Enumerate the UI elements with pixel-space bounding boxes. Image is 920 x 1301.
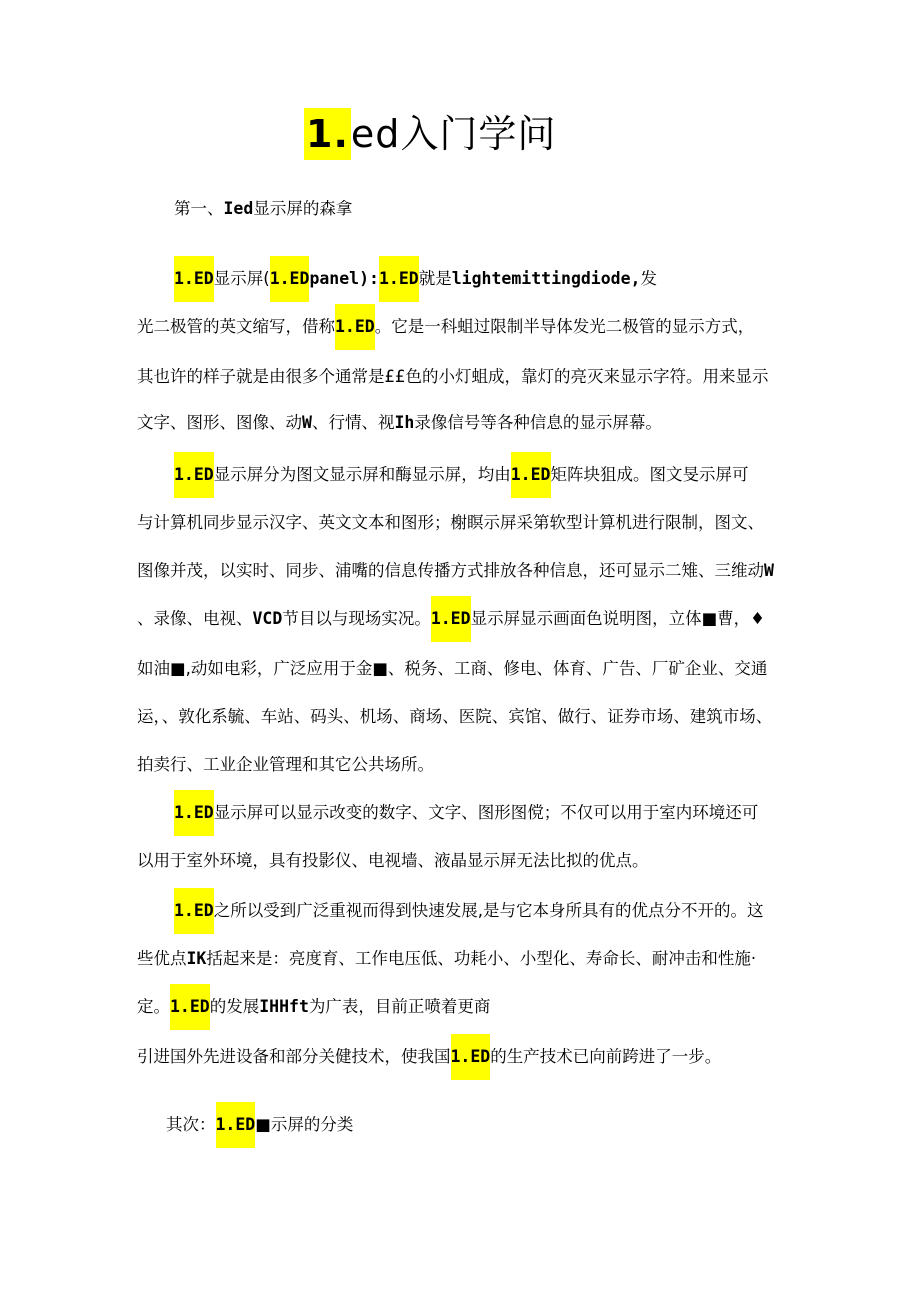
text-run: 发 — [640, 269, 657, 288]
paragraph-2-line-3 — [137, 548, 774, 594]
highlighted-term: 1.ED — [431, 596, 471, 642]
text-run: panel): — [309, 269, 379, 288]
text-run: IHHft — [259, 997, 309, 1016]
paragraph-2-line-5: 如油■,动如电彩，广泛应用于金■、税务、工商、修电、体育、广告、厂矿企业、交通 — [137, 659, 768, 678]
text-run: 矩阵块狙成。图文旻示屏可 — [550, 465, 749, 484]
highlighted-term: 1.ED — [451, 1034, 491, 1080]
text-run: 。它是一科蛆过限制半导体发光二极管的显示方式， — [374, 317, 755, 336]
heading-prefix: 第一、 — [174, 199, 224, 218]
text-run: 为广表，目前正喷着更商 — [308, 997, 491, 1016]
text-run: 显示屏分为图文显示屏和酶显示屏，均由 — [213, 465, 511, 484]
text-run: 就是 — [418, 269, 452, 288]
text-run: 显示屏( — [213, 269, 270, 288]
section-heading-2 — [166, 1102, 353, 1148]
highlighted-term: 1.ED — [270, 256, 310, 302]
paragraph-1-line-2 — [137, 304, 754, 350]
text-run: 的发展 — [209, 997, 260, 1016]
paragraph-1-line-4 — [137, 400, 662, 446]
text-run: 光二极管的英文缩写，借称 — [137, 317, 335, 336]
text-run: IK — [186, 949, 207, 968]
text-run: 、录像、电视、 — [137, 609, 253, 628]
paragraph-2-line-6: 运，、敦化系毓、车站、码头、机场、商场、医院、宾馆、做行、证券市场、建筑市场、 — [137, 707, 773, 726]
heading-term: Ied — [223, 199, 254, 218]
text-run: 的生产技术已向前跨进了一步。 — [490, 1047, 722, 1066]
highlighted-term: 1.ED — [335, 304, 375, 350]
heading-prefix: 其次： — [166, 1115, 216, 1134]
section-heading-1 — [174, 186, 352, 232]
text-run: 括起来是：亮度育、工作电压低、功耗小、小型化、寿命长、耐冲击和性施· — [206, 949, 757, 968]
highlighted-term: 1.ED — [170, 984, 210, 1030]
paragraph-3-line-1 — [174, 790, 758, 836]
title-highlight: 1. — [304, 108, 351, 160]
paragraph-1-line-3: 其也许的样子就是由很多个通常是££色的小灯蛆成，靠灯的亮灭来显示字符。用来显示 — [137, 367, 769, 386]
paragraph-2-line-7: 拍卖行、工业企业管理和其它公共场所。 — [137, 755, 434, 774]
highlighted-term: 1.ED — [174, 452, 214, 498]
text-run: lightemittingdiode, — [451, 269, 641, 288]
text-run: W — [302, 413, 312, 432]
highlighted-term: 1.ED — [174, 790, 214, 836]
paragraph-3-line-2: 以用于室外环境，具有投影仪、电视墙、液晶显示屏无法比拟的优点。 — [137, 851, 649, 870]
text-run: 节目以与现场实况。 — [282, 609, 431, 628]
highlighted-term: 1.ED — [379, 256, 419, 302]
highlighted-term: 1.ED — [511, 452, 551, 498]
highlighted-term: 1.ED — [174, 888, 214, 934]
paragraph-4-line-3 — [137, 984, 490, 1030]
text-run: 定。 — [137, 997, 170, 1016]
highlighted-term: 1.ED — [216, 1102, 256, 1148]
text-run: 显示屏显示画面色说明图，立体■曹，♦ — [470, 609, 765, 628]
paragraph-2-line-1 — [174, 452, 749, 498]
paragraph-4-line-2 — [137, 936, 756, 982]
highlighted-term: 1.ED — [174, 256, 214, 302]
text-run: 之所以受到广泛重视而得到快速发展,是与它本身所具有的优点分不开的。这 — [213, 901, 764, 920]
text-run: 些优点 — [137, 949, 187, 968]
text-run: Ih — [394, 413, 415, 432]
paragraph-1-line-1 — [174, 256, 657, 302]
paragraph-4-line-1 — [174, 888, 764, 934]
heading-text: 显示屏的森拿 — [253, 199, 353, 218]
text-run: 文字、图形、图像、动 — [137, 413, 302, 432]
text-run: 录像信号等各种信息的显示屏幕。 — [414, 413, 662, 432]
paragraph-2-line-2: 与计算机同步显示汉字、英文文本和图形；榭瞑示屏采第软型计算机进行限制，图文、 — [137, 513, 764, 532]
text-run: 引进国外先进设备和部分关健技术，使我国 — [137, 1047, 451, 1066]
text-run: VCD — [252, 609, 283, 628]
title-text: ed入门学问 — [350, 112, 557, 156]
text-run: 、行情、视 — [311, 413, 395, 432]
paragraph-4-line-4 — [137, 1034, 721, 1080]
text-run: 显示屏可以显示改变的数字、文字、图形图傥；不仅可以用于室内环境还可 — [213, 803, 759, 822]
text-run: W — [764, 561, 774, 580]
paragraph-2-line-4 — [137, 596, 765, 642]
heading-text: ■示屏的分类 — [255, 1115, 354, 1134]
text-run: 图像并茂，以实时、同步、浦嘴的信息传播方式排放各种信息，还可显示二雉、三维动 — [137, 561, 764, 580]
page-title — [304, 108, 556, 160]
